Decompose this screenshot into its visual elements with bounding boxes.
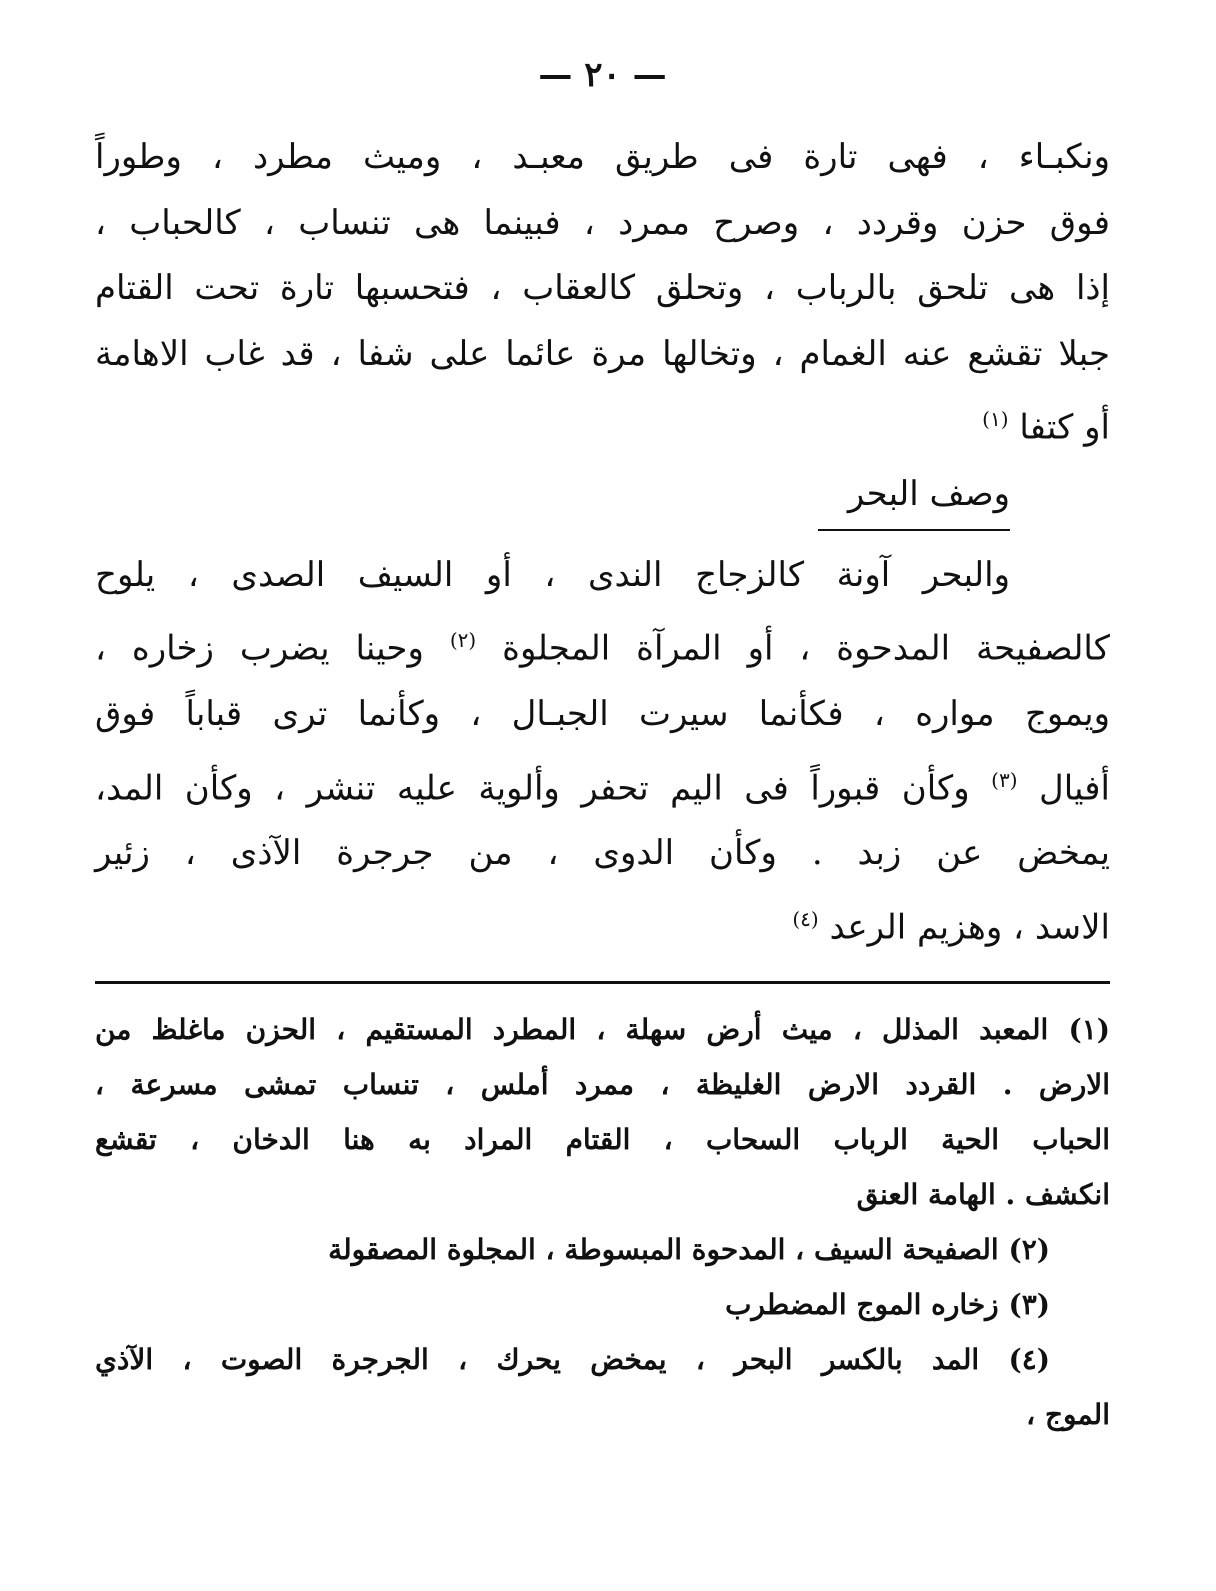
paragraph-1-line: إذا هى تلحق بالرباب ، وتحلق كالعقاب ، فتحسبها تارة تحت القتام — [95, 268, 1110, 308]
paragraph-1-last-line — [95, 387, 1110, 461]
paragraph-1-line: فوق حزن وقردد ، وصرح ممرد ، فبينما هى تنساب ، كالحباب ، — [95, 202, 1110, 243]
paragraph-2-last-line — [95, 887, 1110, 961]
footnote-2 — [95, 1222, 1110, 1277]
footnote-2-line: (٢) الصفيحة السيف ، المدحوة المبسوطة ، المجلوة المصقولة — [328, 1232, 1050, 1266]
paragraph-2-line: يمخض عن زبد . وكأن الدوى ، من جرجرة الآذى ، زئير — [95, 833, 1110, 874]
footnote-1-line: الارض . القردد الارض الغليظة ، ممرد أملس ، تنساب تمشى مسرعة ، — [95, 1067, 1110, 1101]
paragraph-1-line: ونكبـاء ، فهى تارة فى طريق معبـد ، وميث مطرد ، وطوراً — [95, 137, 1110, 177]
footnotes — [95, 1002, 1110, 1442]
footnote-ref-1: (١) — [982, 407, 1009, 431]
paragraph-2-line — [95, 608, 1110, 682]
section-heading-text: وصف البحر — [818, 469, 1010, 531]
footnote-3 — [95, 1277, 1110, 1332]
paragraph-2-text: وحينا يضرب زخاره ، — [95, 628, 424, 669]
footnote-3-line: (٣) زخاره الموج المضطرب — [725, 1287, 1050, 1321]
footnote-4-line: (٤) المد بالكسر البحر ، يمخض يحرك ، الجرجرة الصوت ، الآذي — [95, 1342, 1050, 1376]
paragraph-1-last-text: أو كتفا — [1019, 407, 1110, 448]
paragraph-2-line — [95, 748, 1110, 822]
footnote-1-line: انكشف . الهامة العنق — [856, 1177, 1110, 1211]
page-number: — ٢٠ — — [538, 55, 667, 95]
paragraph-2-text: أفيال — [1038, 767, 1111, 808]
paragraph-2-text: كالصفيحة المدحوة ، أو المرآة المجلوة — [502, 628, 1110, 669]
paragraph-2 — [95, 543, 1110, 961]
footnote-1 — [95, 1002, 1110, 1222]
footnote-1-line: الحباب الحية الرباب السحاب ، القتام المراد به هنا الدخان ، تقشع — [95, 1122, 1110, 1156]
section-heading — [95, 469, 1110, 531]
paragraph-2-line: ويموج مواره ، فكأنما سيرت الجبـال ، وكأنما ترى قباباً فوق — [95, 694, 1110, 735]
footnote-divider — [95, 981, 1110, 984]
paragraph-2-line: والبحر آونة كالزجاج الندى ، أو السيف الصدى ، يلوح — [95, 554, 1010, 595]
footnote-ref-3: (٣) — [991, 767, 1018, 792]
footnote-ref-2: (٢) — [449, 628, 477, 653]
paragraph-2-text: وكأن قبوراً فى اليم تحفر وألوية عليه تنشر ، وكأن المد، — [95, 767, 970, 808]
paragraph-1-line: جبلا تقشع عنه الغمام ، وتخالها مرة عائما على شفا ، قد غاب الاهامة — [95, 333, 1110, 374]
footnote-4 — [95, 1332, 1110, 1442]
book-page — [95, 55, 1110, 1442]
footnote-1-line: (١) المعبد المذلل ، ميث أرض سهلة ، المطرد المستقيم ، الحزن ماغلظ من — [95, 1012, 1110, 1046]
paragraph-1 — [95, 125, 1110, 461]
paragraph-2-text: الاسد ، وهزيم الرعد — [829, 907, 1110, 948]
footnote-ref-4: (٤) — [792, 906, 819, 931]
footnote-4-line: الموج ، — [1026, 1397, 1110, 1431]
